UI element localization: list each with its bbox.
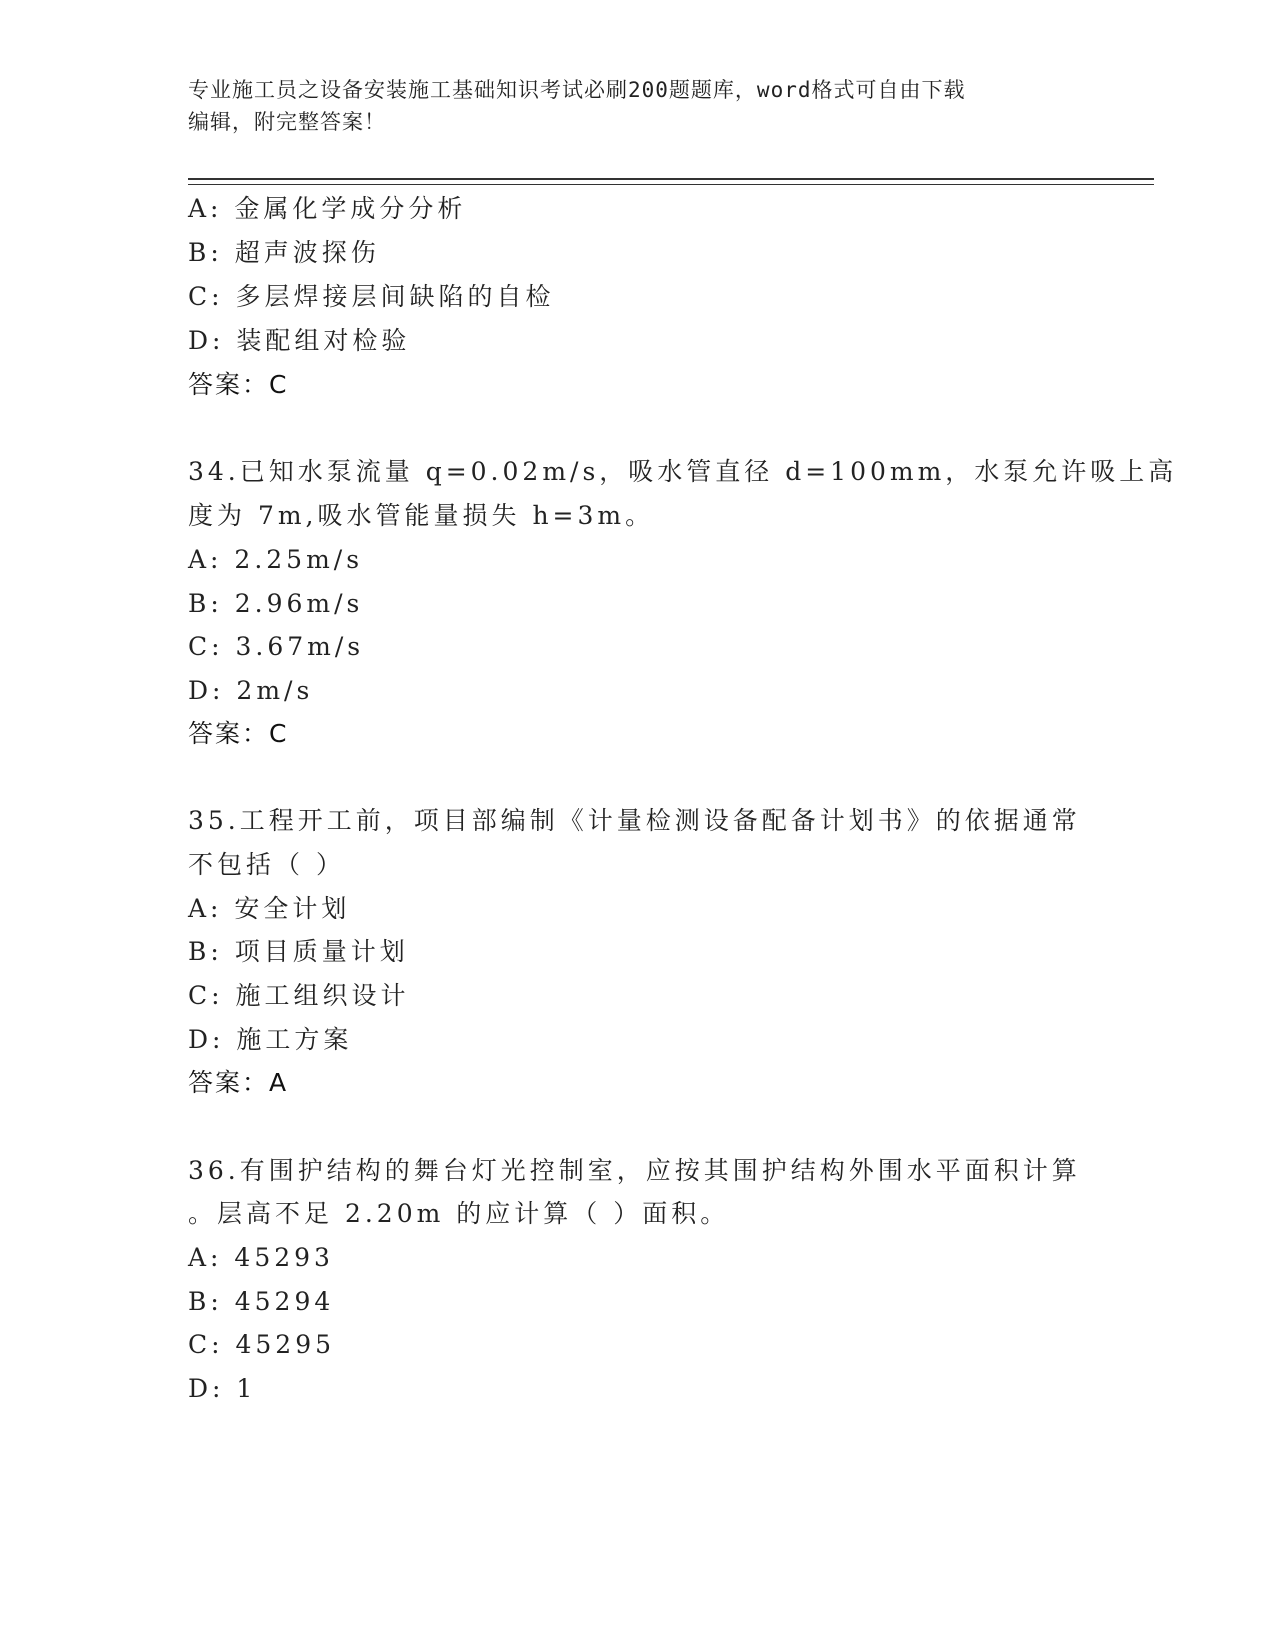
q33-option-b: B: 超声波探伤 bbox=[188, 238, 380, 267]
header-divider-thin bbox=[188, 184, 1154, 185]
q36-option-b: B: 45294 bbox=[188, 1287, 335, 1316]
q35-stem-line-1: 35.工程开工前，项目部编制《计量检测设备配备计划书》的依据通常 bbox=[188, 806, 1081, 835]
q34-option-d: D: 2m/s bbox=[188, 676, 314, 705]
q34-option-c: C: 3.67m/s bbox=[188, 632, 365, 661]
q34-stem-line-2: 度为 7m,吸水管能量损失 h=3m。 bbox=[188, 501, 655, 530]
q35-answer: 答案：A bbox=[188, 1068, 289, 1097]
q36-option-a: A: 45293 bbox=[188, 1243, 334, 1272]
header-line-1: 专业施工员之设备安装施工基础知识考试必刷200题题库，word格式可自由下载 bbox=[188, 78, 966, 102]
q34-option-b: B: 2.96m/s bbox=[188, 589, 364, 618]
q33-answer: 答案：C bbox=[188, 370, 289, 399]
q36-option-d: D: 1 bbox=[188, 1374, 257, 1403]
q34-answer: 答案：C bbox=[188, 719, 289, 748]
q34-option-a: A: 2.25m/s bbox=[188, 545, 364, 574]
q34-stem-line-1: 34.已知水泵流量 q=0.02m/s，吸水管直径 d=100mm，水泵允许吸上高 bbox=[188, 457, 1178, 486]
q35-option-c: C: 施工组织设计 bbox=[188, 981, 410, 1010]
q36-stem-line-2: 。层高不足 2.20m 的应计算（ ）面积。 bbox=[188, 1199, 730, 1228]
q35-option-b: B: 项目质量计划 bbox=[188, 937, 409, 966]
q33-option-c: C: 多层焊接层间缺陷的自检 bbox=[188, 282, 555, 311]
header-divider-thick bbox=[188, 178, 1154, 180]
q36-option-c: C: 45295 bbox=[188, 1330, 336, 1359]
q35-stem-line-2: 不包括（ ） bbox=[188, 850, 345, 879]
q36-stem-line-1: 36.有围护结构的舞台灯光控制室，应按其围护结构外围水平面积计算 bbox=[188, 1156, 1081, 1185]
q33-option-d: D: 装配组对检验 bbox=[188, 326, 411, 355]
q35-option-a: A: 安全计划 bbox=[188, 894, 351, 923]
q35-option-d: D: 施工方案 bbox=[188, 1025, 353, 1054]
q33-option-a: A: 金属化学成分分析 bbox=[188, 194, 467, 223]
header-line-2: 编辑，附完整答案！ bbox=[188, 110, 386, 134]
document-header bbox=[188, 74, 1068, 138]
